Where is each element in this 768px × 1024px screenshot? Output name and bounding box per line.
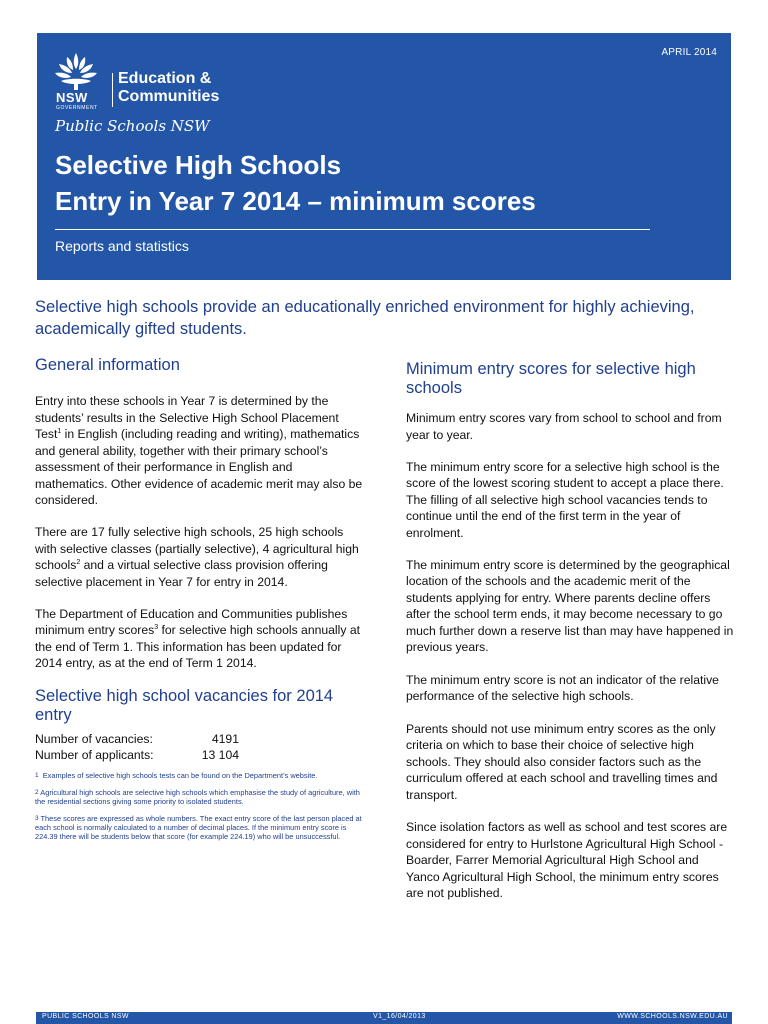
footnote-ref-1: 1	[57, 427, 62, 435]
vacancies-row	[35, 731, 365, 747]
schools-count-paragraph	[35, 524, 365, 590]
entry-text-a: Entry into these schools in Year 7 is determined by the students’ results in the Selective High School Placement Test	[35, 394, 339, 441]
department-text-a: The Department of Education and Communities publishes minimum entry scores	[35, 606, 348, 637]
vacancies-heading: Selective high school vacancies for 2014 entry	[35, 687, 334, 724]
waratah-flower-icon	[53, 51, 99, 91]
logo-education-text: Education &	[118, 70, 212, 87]
left-column	[35, 356, 365, 841]
intro-paragraph: Selective high schools provide an educationally enriched environment for highly achieving, academically gifted students.	[35, 298, 695, 338]
entry-text-b: in English (including reading and writing), mathematics and general ability, together with their primary school’s assessment of their performance in English and mathematics. Other evidence of academic merit may also be considered.	[35, 427, 363, 507]
footer-bar	[36, 1012, 732, 1024]
vacancies-value: 4191	[211, 732, 239, 746]
minimum-scores-heading: Minimum entry scores for selective high schools	[406, 360, 696, 397]
footnote-2-text: Agricultural high schools are selective high schools which emphasise the study of agriculture, with the residential sections giving some priority to isolated students.	[35, 788, 360, 806]
footer-website-link[interactable]: WWW.SCHOOLS.NSW.EDU.AU	[617, 1013, 728, 1020]
footer-version-text: V1_16/04/2013	[373, 1013, 426, 1020]
not-indicator-paragraph: The minimum entry score is not an indicator of the relative performance of the selective high schools.	[406, 672, 719, 703]
applicants-label: Number of applicants:	[35, 748, 154, 762]
page-title	[55, 147, 536, 219]
footnote-3-text: These scores are expressed as whole numbers. The exact entry score of the last person placed at each school is normally calculated to a number of decimal places. If the minimum entry score is 224.39 there will be students below that score (for example 224.19) who will be unsuccessful.	[35, 814, 362, 841]
scores-vary-paragraph: Minimum entry scores vary from school to school and from year to year.	[406, 411, 722, 442]
page-subtitle: Reports and statistics	[55, 238, 189, 254]
entry-paragraph	[35, 393, 365, 509]
applicants-value: 13 104	[201, 748, 239, 762]
logo-government-text: GOVERNMENT	[56, 105, 98, 111]
title-line-2: Entry in Year 7 2014 – minimum scores	[55, 186, 536, 216]
determination-paragraph: The minimum entry score is determined by the geographical location of the schools and the academic merit of the students applying for entry. Where parents decline offers after the school term ends, it may become necessary to go much further down a reserve list than may have happened in previous years.	[406, 557, 734, 654]
schools-text-a: There are 17 fully selective high schools, 25 high schools with selective classes (partially selective), 4 agricultural high schools	[35, 525, 359, 572]
department-text-b: for selective high schools annually at the end of Term 1. This information has been updated for 2014 entry, as at the end of Term 1 2014.	[35, 623, 360, 670]
vacancies-label: Number of vacancies:	[35, 732, 153, 746]
footnote-3	[35, 814, 365, 841]
publication-date: APRIL 2014	[661, 47, 717, 58]
footnote-1	[35, 771, 365, 780]
schools-text-b: and a virtual selective class provision offering selective placement in Year 7 for entry in 2014.	[35, 558, 328, 589]
department-paragraph	[35, 606, 365, 672]
footer-left-text: PUBLIC SCHOOLS NSW	[42, 1013, 129, 1020]
footnote-ref-2: 2	[76, 558, 81, 566]
footnote-3-number: 3	[35, 815, 39, 822]
right-column	[406, 360, 734, 917]
lowest-score-paragraph: The minimum entry score for a selective high school is the score of the lowest scoring student to accept a place there. The filling of all selective high school vacancies tends to continue until the end of the first term in the year of enrolment.	[406, 459, 724, 540]
isolation-factors-paragraph: Since isolation factors as well as school and test scores are considered for entry to Hurlstone Agricultural High School - Boarder, Farrer Memorial Agricultural High School and Yanco Agricultural High School, the minimum entry scores are not published.	[406, 820, 728, 900]
logo-divider	[112, 73, 113, 107]
footnote-ref-3: 3	[154, 623, 159, 631]
footnote-2-number: 2	[35, 789, 39, 796]
general-information-heading: General information	[35, 356, 180, 374]
logo-nsw-text: NSW	[56, 90, 88, 105]
title-line-1: Selective High Schools	[55, 150, 342, 180]
footnote-2	[35, 788, 365, 806]
title-rule	[55, 229, 650, 230]
logo-communities-text: Communities	[118, 88, 220, 105]
header-banner	[37, 33, 731, 280]
footnote-1-number: 1	[35, 772, 39, 779]
applicants-row	[35, 747, 365, 763]
footnote-1-text: Examples of selective high schools tests can be found on the Department’s website.	[42, 771, 318, 780]
public-schools-script: Public Schools NSW	[55, 117, 210, 135]
parents-advice-paragraph: Parents should not use minimum entry scores as the only criteria on which to base their choice of selective high schools. They should also consider factors such as the curriculum offered at each school and travelling times and transport.	[406, 721, 718, 802]
